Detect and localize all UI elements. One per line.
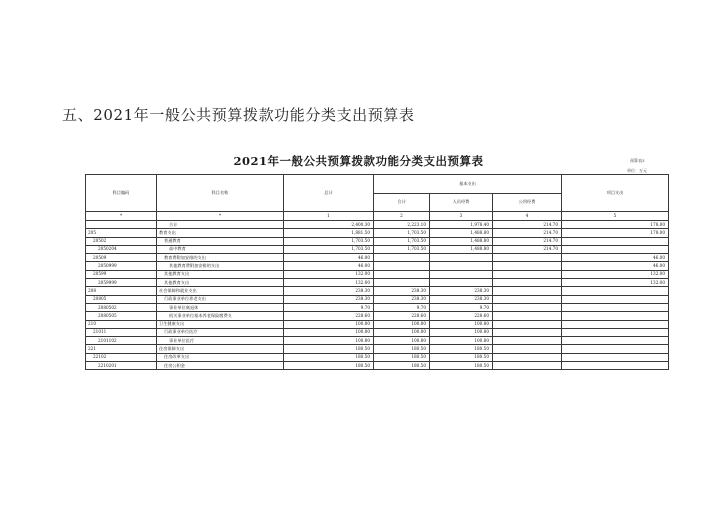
code-cell: 2050999 (86, 262, 157, 270)
public-cell (493, 345, 562, 353)
code-cell: 20502 (86, 237, 157, 245)
code-cell: 221 (86, 345, 157, 353)
personnel-cell: 1,488.80 (430, 245, 493, 253)
table-row (86, 345, 669, 353)
table-row (86, 328, 669, 336)
table-row (86, 337, 669, 345)
project-cell: 132.00 (562, 270, 669, 278)
public-cell (493, 353, 562, 361)
public-cell: 214.70 (493, 245, 562, 253)
public-cell (493, 320, 562, 328)
project-cell (562, 303, 669, 311)
subtotal-cell: 180.50 (374, 345, 430, 353)
personnel-cell: 1,488.80 (430, 229, 493, 237)
total-cell: 180.50 (284, 362, 374, 370)
table-reference: 预算表3 (630, 158, 645, 163)
project-cell (562, 287, 669, 295)
name-cell: 教育费附加安排的支出 (157, 254, 284, 262)
code-cell: 21011 (86, 328, 157, 336)
public-cell (493, 295, 562, 303)
project-cell (562, 362, 669, 370)
personnel-cell: 238.30 (430, 295, 493, 303)
header-personnel: 人员经费 (430, 194, 493, 212)
total-cell: 180.50 (284, 353, 374, 361)
name-cell: 机关事业单位基本养老保险缴费支 (157, 312, 284, 320)
total-cell: 1,703.50 (284, 237, 374, 245)
header-subtotal: 合计 (374, 194, 430, 212)
name-cell: 住房保障支出 (157, 345, 284, 353)
table-row (86, 270, 669, 278)
project-cell (562, 320, 669, 328)
personnel-cell: 180.50 (430, 362, 493, 370)
subtotal-cell (374, 279, 430, 287)
name-cell: 卫生健康支出 (157, 320, 284, 328)
table-row (86, 353, 669, 361)
table-row (86, 237, 669, 245)
total-cell: 238.30 (284, 295, 374, 303)
index-cell: * (86, 212, 157, 221)
project-cell (562, 328, 669, 336)
name-cell: 其他教育支出 (157, 270, 284, 278)
total-cell: 100.80 (284, 328, 374, 336)
code-cell: 2080505 (86, 312, 157, 320)
personnel-cell: 228.60 (430, 312, 493, 320)
project-cell: 46.00 (562, 262, 669, 270)
public-cell (493, 303, 562, 311)
total-cell: 180.50 (284, 345, 374, 353)
public-cell: 214.70 (493, 237, 562, 245)
project-cell (562, 312, 669, 320)
code-cell (86, 221, 157, 229)
personnel-cell: 100.80 (430, 320, 493, 328)
public-cell: 214.70 (493, 229, 562, 237)
index-cell: * (157, 212, 284, 221)
total-cell: 228.60 (284, 312, 374, 320)
index-cell: 3 (430, 212, 493, 221)
name-cell: 行政事业单位养老支出 (157, 295, 284, 303)
code-cell: 20599 (86, 270, 157, 278)
project-cell (562, 345, 669, 353)
personnel-cell: 1,488.80 (430, 237, 493, 245)
personnel-cell: 100.80 (430, 337, 493, 345)
index-cell: 4 (493, 212, 562, 221)
total-cell: 1,881.50 (284, 229, 374, 237)
personnel-cell (430, 262, 493, 270)
subtotal-cell: 100.80 (374, 337, 430, 345)
name-cell: 其他教育支出 (157, 279, 284, 287)
project-cell (562, 353, 669, 361)
project-cell: 178.00 (562, 221, 669, 229)
project-cell (562, 237, 669, 245)
personnel-cell: 180.50 (430, 345, 493, 353)
total-cell: 238.30 (284, 287, 374, 295)
subtotal-cell: 100.80 (374, 328, 430, 336)
name-cell: 社会保障和就业支出 (157, 287, 284, 295)
header-basic: 基本支出 (374, 175, 562, 194)
code-cell: 22102 (86, 353, 157, 361)
public-cell (493, 262, 562, 270)
personnel-cell (430, 279, 493, 287)
unit-label: 单位：万元 (627, 168, 647, 173)
personnel-cell (430, 270, 493, 278)
personnel-cell: 180.50 (430, 353, 493, 361)
total-cell: 2,400.30 (284, 221, 374, 229)
project-cell: 46.00 (562, 254, 669, 262)
personnel-cell: 238.30 (430, 287, 493, 295)
table-row (86, 262, 669, 270)
project-cell: 132.00 (562, 279, 669, 287)
code-cell: 2080502 (86, 303, 157, 311)
name-cell: 行政事业单位医疗 (157, 328, 284, 336)
public-cell (493, 254, 562, 262)
subtotal-cell: 2,223.10 (374, 221, 430, 229)
code-cell: 20509 (86, 254, 157, 262)
total-cell: 132.00 (284, 279, 374, 287)
code-cell: 2050204 (86, 245, 157, 253)
table-row (86, 229, 669, 237)
subtotal-cell: 228.60 (374, 312, 430, 320)
section-heading: 五、2021年一般公共预算拨款功能分类支出预算表 (62, 106, 415, 124)
subtotal-cell: 100.80 (374, 320, 430, 328)
project-cell: 178.00 (562, 229, 669, 237)
name-cell: 普通教育 (157, 237, 284, 245)
project-cell (562, 245, 669, 253)
table-row (86, 312, 669, 320)
name-cell: 住房改革支出 (157, 353, 284, 361)
total-cell: 100.80 (284, 337, 374, 345)
total-cell: 1,703.50 (284, 245, 374, 253)
name-cell: 事业单位离退休 (157, 303, 284, 311)
public-cell (493, 287, 562, 295)
public-cell: 214.70 (493, 221, 562, 229)
subtotal-cell: 1,703.50 (374, 229, 430, 237)
budget-table (85, 174, 669, 370)
public-cell (493, 270, 562, 278)
total-cell: 132.00 (284, 270, 374, 278)
code-cell: 2059999 (86, 279, 157, 287)
public-cell (493, 362, 562, 370)
code-cell: 205 (86, 229, 157, 237)
code-cell: 2101102 (86, 337, 157, 345)
personnel-cell: 1,978.40 (430, 221, 493, 229)
header-code: 科目编码 (86, 175, 157, 212)
header-name: 科目名称 (157, 175, 284, 212)
subtotal-cell: 180.50 (374, 362, 430, 370)
personnel-cell: 100.80 (430, 328, 493, 336)
table-row (86, 362, 669, 370)
name-cell: 其他教育费附加安排的支出 (157, 262, 284, 270)
total-cell: 9.70 (284, 303, 374, 311)
project-cell (562, 337, 669, 345)
public-cell (493, 337, 562, 345)
table-row (86, 221, 669, 229)
subtotal-cell: 238.30 (374, 287, 430, 295)
subtotal-cell: 1,703.50 (374, 237, 430, 245)
subtotal-cell: 238.30 (374, 295, 430, 303)
table-row (86, 245, 669, 253)
header-public: 公用经费 (493, 194, 562, 212)
personnel-cell: 9.70 (430, 303, 493, 311)
subtotal-cell (374, 270, 430, 278)
total-cell: 100.80 (284, 320, 374, 328)
name-cell: 合计 (157, 221, 284, 229)
subtotal-cell (374, 262, 430, 270)
code-cell: 20805 (86, 295, 157, 303)
personnel-cell (430, 254, 493, 262)
table-row (86, 254, 669, 262)
total-cell: 46.00 (284, 262, 374, 270)
index-cell: 1 (284, 212, 374, 221)
subtotal-cell: 9.70 (374, 303, 430, 311)
code-cell: 208 (86, 287, 157, 295)
header-total: 总计 (284, 175, 374, 212)
subtotal-cell: 1,703.50 (374, 245, 430, 253)
name-cell: 事业单位医疗 (157, 337, 284, 345)
index-cell: 2 (374, 212, 430, 221)
table-title: 2021年一般公共预算拨款功能分类支出预算表 (233, 154, 484, 168)
index-cell: 5 (562, 212, 669, 221)
table-row (86, 287, 669, 295)
table-row (86, 320, 669, 328)
table-row (86, 295, 669, 303)
total-cell: 46.00 (284, 254, 374, 262)
code-cell: 2210201 (86, 362, 157, 370)
index-row (86, 212, 669, 221)
name-cell: 住房公积金 (157, 362, 284, 370)
subtotal-cell (374, 254, 430, 262)
code-cell: 210 (86, 320, 157, 328)
header-project: 项目支出 (562, 175, 669, 212)
table-row (86, 303, 669, 311)
subtotal-cell: 180.50 (374, 353, 430, 361)
project-cell (562, 295, 669, 303)
public-cell (493, 328, 562, 336)
public-cell (493, 279, 562, 287)
public-cell (493, 312, 562, 320)
table-row (86, 279, 669, 287)
name-cell: 高中教育 (157, 245, 284, 253)
name-cell: 教育支出 (157, 229, 284, 237)
